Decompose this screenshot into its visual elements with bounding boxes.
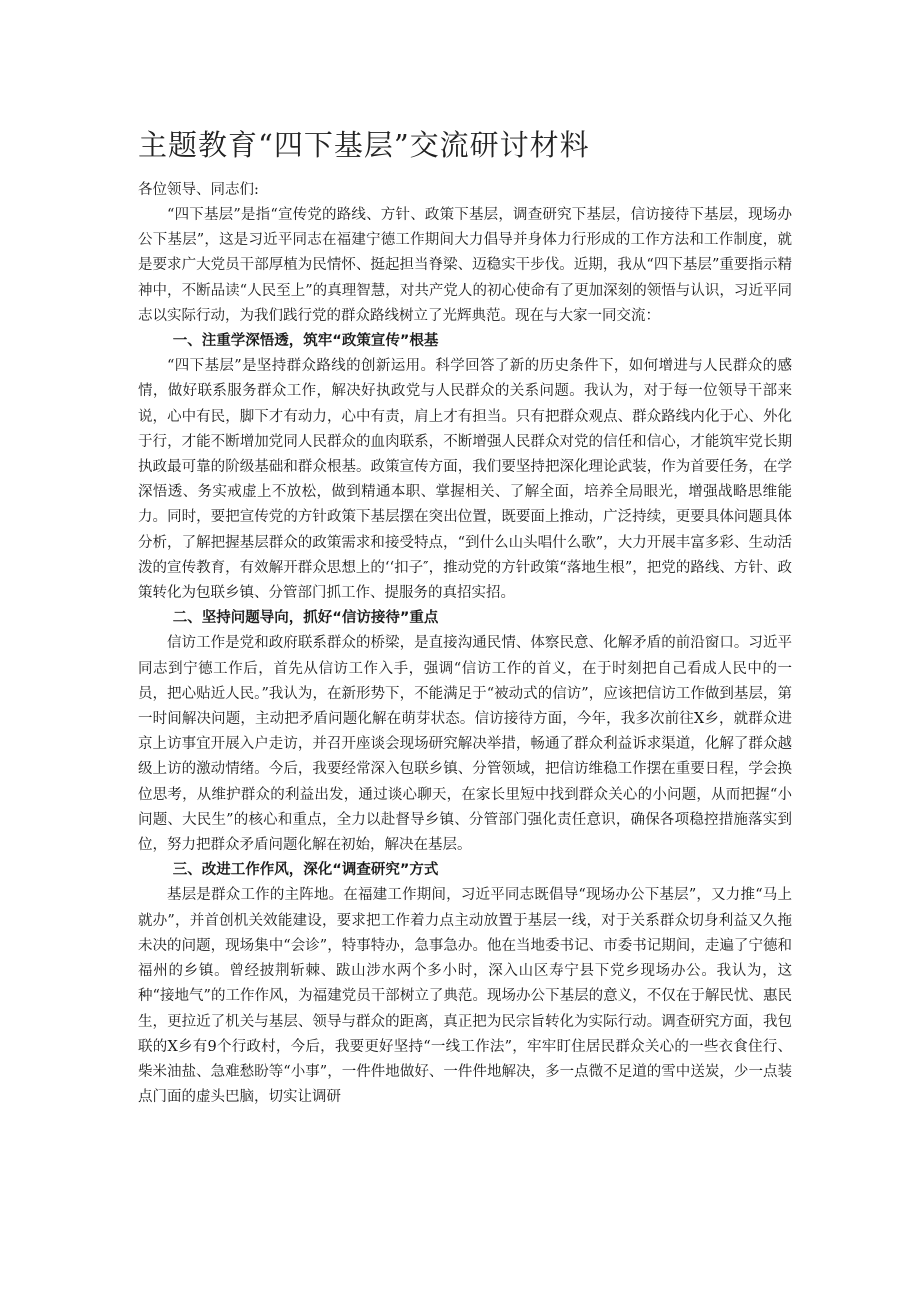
- document-page: [138, 0, 792, 1110]
- section-heading-3: 三、改进工作作风，深化“调查研究”方式: [172, 862, 439, 879]
- section-heading-2: 二、坚持问题导向，抓好“信访接待”重点: [172, 610, 439, 627]
- section-body-2: 信访工作是党和政府联系群众的桥梁，是直接沟通民情、体察民意、化解矛盾的前沿窗口。习近平同志到宁德工作后，首先从信访工作入手，强调“信访工作的首义，在于时刻把自己看成人民中的一员，把心贴近人民。”我认为，在新形势下，不能满足于“被动式的信访”，应该把信访工作做到基层，第一时间解决问题，主动把矛盾问题化解在萌芽状态。信访接待方面，今年，我多次前往X乡，就群众进京上访事宜开展入户走访，并召开座谈会现场研究解决举措，畅通了群众利益诉求渠道，化解了群众越级上访的激动情绪。今后，我要经常深入包联乡镇、分管领域，把信访维稳工作摆在重要日程，学会换位思考，从维护群众的利益出发，通过谈心聊天，在家长里短中找到群众关心的小问题，从而把握“小问题、大民生”的核心和重点，全力以赴督导乡镇、分管部门强化责任意识，确保各项稳控措施落实到位，努力把群众矛盾问题化解在初始，解决在基层。: [138, 635, 792, 854]
- section-heading-1: 一、注重学深悟透，筑牢“政策宣传”根基: [172, 333, 439, 350]
- section-body-1: “四下基层”是坚持群众路线的创新运用。科学回答了新的历史条件下，如何增进与人民群众的感情，做好联系服务群众工作，解决好执政党与人民群众的关系问题。我认为，对于每一位领导干部来说，心中有民，脚下才有动力，心中有责，肩上才有担当。只有把群众观点、群众路线内化于心、外化于行，才能不断增加党同人民群众的血肉联系，不断增强人民群众对党的信任和信心，才能筑牢党长期执政最可靠的阶级基础和群众根基。政策宣传方面，我们要坚持把深化理论武装，作为首要任务，在学深悟透、务实戒虚上不放松，做到精通本职、掌握相关、了解全面，培养全局眼光，增强战略思维能力。同时，要把宣传党的方针政策下基层摆在突出位置，既要面上推动，广泛持续，更要具体问题具体分析，了解把握基层群众的政策需求和接受特点，“到什么山头唱什么歌”，大力开展丰富多彩、生动活泼的宣传教育，有效解开群众思想上的‘‘扣子″，推动党的方针政策“落地生根”，把党的路线、方针、政策转化为包联乡镇、分管部门抓工作、提服务的真招实招。: [138, 358, 792, 602]
- intro-paragraph: “四下基层”是指“宣传党的路线、方针、政策下基层，调查研究下基层，信访接待下基层，现场办公下基层”，这是习近平同志在福建宁德工作期间大力倡导并身体力行形成的工作方法和工作制度，就是要求广大党员干部厚植为民情怀、挺起担当脊梁、迈稳实干步伐。近期，我从“四下基层”重要指示精神中，不断品读“人民至上”的真理智慧，对共产党人的初心使命有了更加深刻的领悟与认识，习近平同志以实际行动，为我们践行党的群众路线树立了光辉典范。现在与大家一同交流：: [138, 207, 792, 324]
- section-body-3: 基层是群众工作的主阵地。在福建工作期间，习近平同志既倡导“现场办公下基层”，又力推“马上就办”，并首创机关效能建设，要求把工作着力点主动放置于基层一线，对于关系群众切身利益又久拖未决的问题，现场集中“会诊”，特事特办，急事急办。他在当地委书记、市委书记期间，走遍了宁德和福州的乡镇。曾经披荆斩棘、跋山涉水两个多小时，深入山区寿宁县下党乡现场办公。我认为，这种“接地气”的工作作风，为福建党员干部树立了典范。现场办公下基层的意义，不仅在于解民忧、惠民生，更拉近了机关与基层、领导与群众的距离，真正把为民宗旨转化为实际行动。调查研究方面，我包联的X乡有9个行政村，今后，我要更好坚持“一线工作法”，牢牢盯住居民群众关心的一些衣食住行、柴米油盐、急难愁盼等“小事”，一件件地做好、一件件地解决，多一点微不足道的雪中送炭，少一点装点门面的虚头巴脑，切实让调研: [138, 887, 792, 1106]
- salutation: 各位领导、同志们:: [138, 182, 259, 198]
- document-title: 主题教育“四下基层”交流研讨材料: [138, 128, 590, 162]
